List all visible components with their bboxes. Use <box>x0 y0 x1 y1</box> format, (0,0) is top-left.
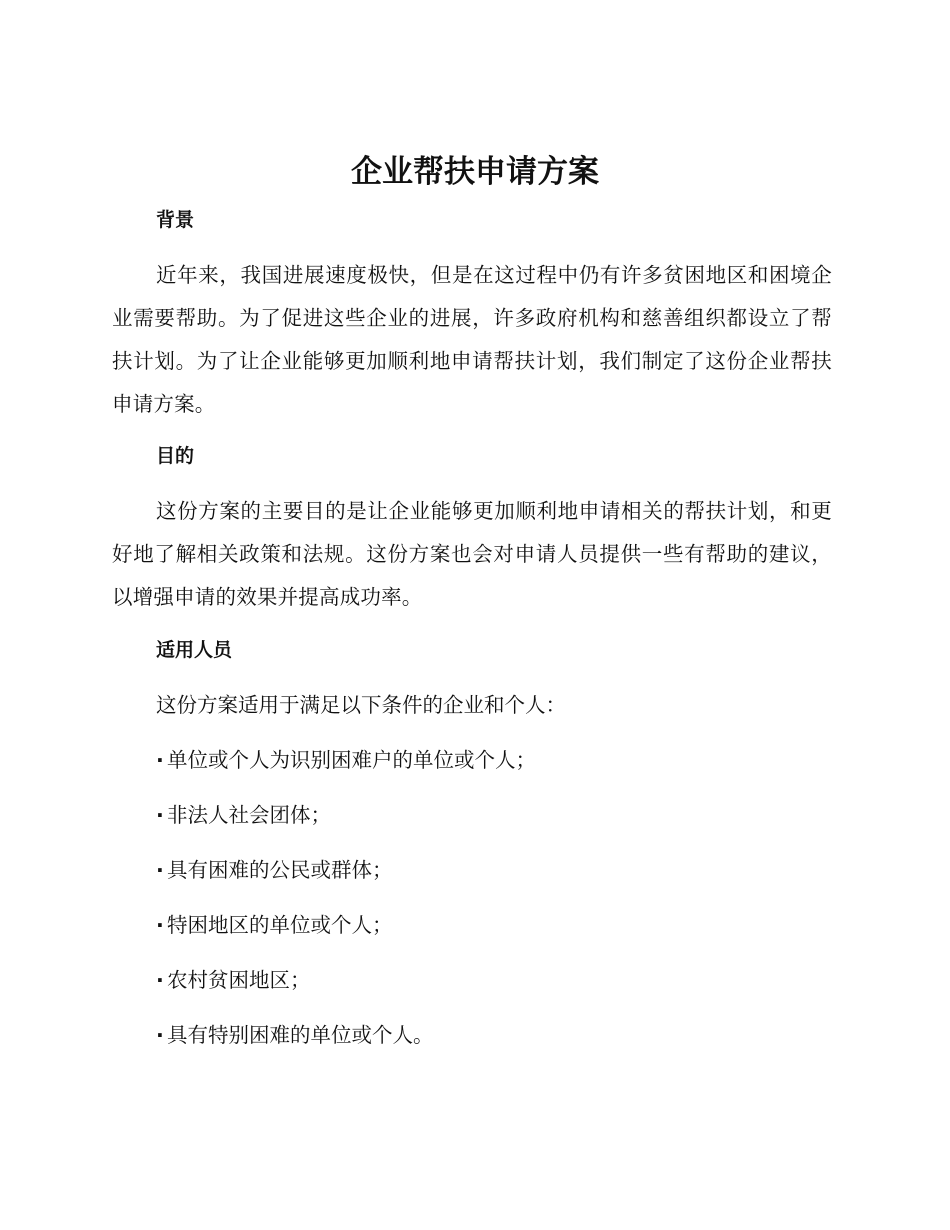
section-text-background: 近年来，我国进展速度极快，但是在这过程中仍有许多贫困地区和困境企业需要帮助。为了促进这些企业的进展，许多政府机构和慈善组织都设立了帮扶计划。为了让企业能够更加顺利地申请帮扶计划，我们制定了这份企业帮扶申请方案。 <box>112 263 832 416</box>
bullet-icon: · <box>156 803 164 827</box>
list-item-text: 具有困难的公民或群体； <box>167 858 393 882</box>
applicable-intro: 这份方案适用于满足以下条件的企业和个人： <box>156 693 566 717</box>
list-item <box>156 746 536 774</box>
list-item-text: 特困地区的单位或个人； <box>167 913 393 937</box>
section-heading-applicable: 适用人员 <box>156 639 233 661</box>
list-item-text: 非法人社会团体； <box>167 803 331 827</box>
section-heading-background: 背景 <box>156 209 195 231</box>
document-title: 企业帮扶申请方案 <box>351 154 599 190</box>
list-item-text: 单位或个人为识别困难户的单位或个人； <box>167 748 536 772</box>
list-item <box>156 1021 434 1049</box>
section-text-purpose: 这份方案的主要目的是让企业能够更加顺利地申请相关的帮扶计划，和更好地了解相关政策和法规。这份方案也会对申请人员提供一些有帮助的建议，以增强申请的效果并提高成功率。 <box>112 499 832 609</box>
bullet-icon: · <box>156 968 164 992</box>
list-item <box>156 801 331 829</box>
list-item <box>156 911 393 939</box>
bullet-icon: · <box>156 1023 164 1047</box>
bullet-icon: · <box>156 858 164 882</box>
list-item <box>156 966 311 994</box>
list-item-text: 农村贫困地区； <box>167 968 311 992</box>
list-item-text: 具有特别困难的单位或个人。 <box>167 1023 434 1047</box>
list-item <box>156 856 393 884</box>
section-heading-purpose: 目的 <box>156 445 195 467</box>
bullet-icon: · <box>156 913 164 937</box>
bullet-icon: · <box>156 748 164 772</box>
